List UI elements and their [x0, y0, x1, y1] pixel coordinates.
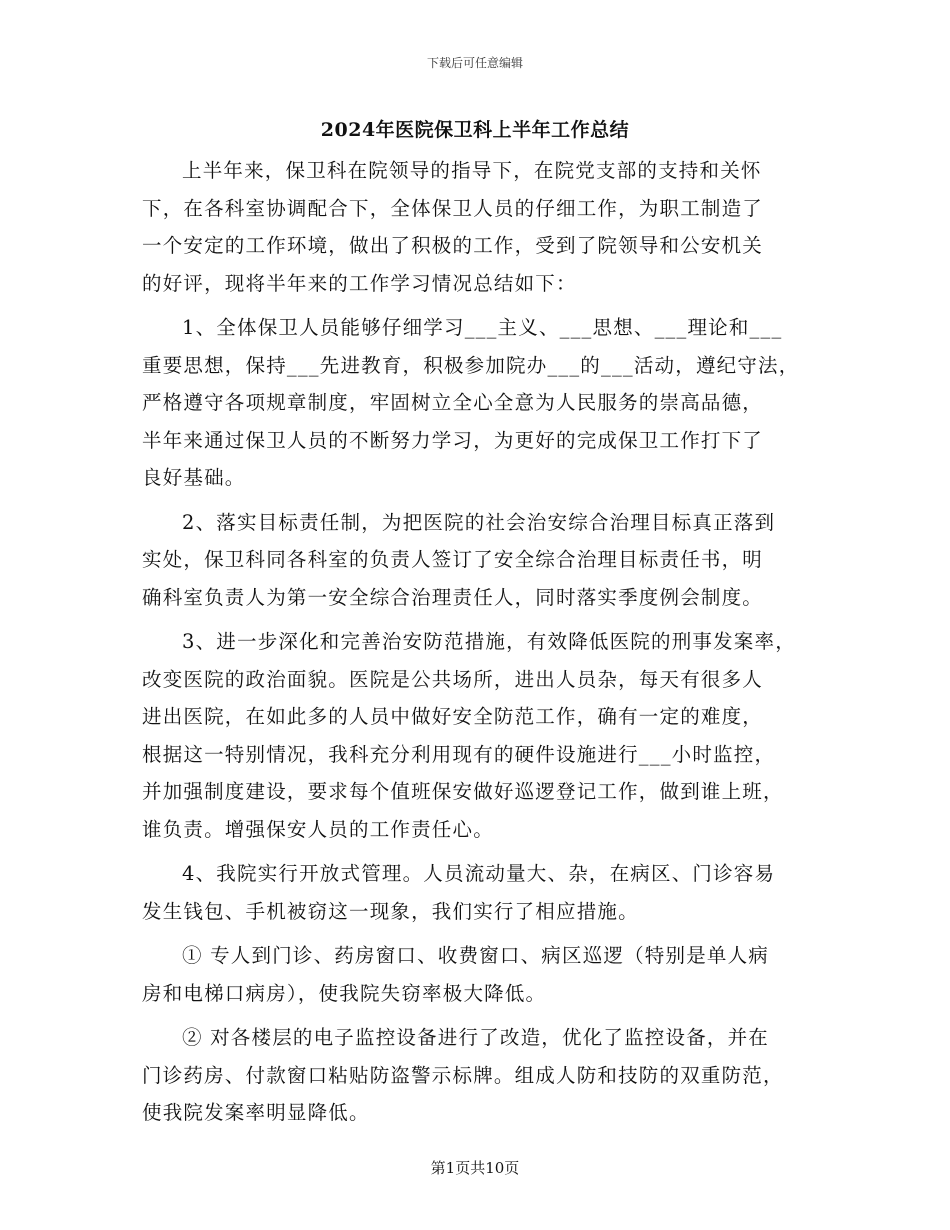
paragraph-line: 发生钱包、手机被窃这一现象，我们实行了相应措施。 — [142, 899, 639, 923]
paragraph-line: 门诊药房、付款窗口粘贴防盗警示标牌。组成人防和技防的双重防范， — [142, 1063, 784, 1087]
paragraph-line: 改变医院的政治面貌。医院是公共场所，进出人员杂，每天有很多人 — [142, 667, 764, 691]
paragraph-line: 实处，保卫科同各科室的负责人签订了安全综合治理目标责任书，明 — [142, 548, 764, 571]
paragraph-measure-2 — [142, 1019, 822, 1132]
paragraph-line: 4、我院实行开放式管理。人员流动量大、杂，在病区、门诊容易 — [182, 862, 776, 885]
paragraph-line: 房和电梯口病房），使我院失窃率极大降低。 — [142, 981, 547, 1005]
paragraph-line: 上半年来，保卫科在院领导的指导下，在院党支部的支持和关怀 — [182, 159, 762, 182]
paragraph-item-1 — [142, 309, 822, 497]
paragraph-line: 使我院发案率明显降低。 — [142, 1101, 370, 1124]
paragraph-line: 半年来通过保卫人员的不断努力学习，为更好的完成保卫工作打下了 — [142, 428, 764, 452]
paragraph-intro — [142, 152, 822, 302]
paragraph-item-4 — [142, 855, 822, 930]
paragraph-line: ① 专人到门诊、药房窗口、收费窗口、病区巡逻（特别是单人病 — [182, 944, 769, 967]
paragraph-line: 谁负责。增强保安人员的工作责任心。 — [142, 817, 494, 841]
download-note: 下载后可任意编辑 — [426, 56, 523, 70]
document-body — [142, 152, 822, 1132]
paragraph-line: 一个安定的工作环境，做出了积极的工作，受到了院领导和公安机关 — [142, 234, 764, 257]
paragraph-line: 严格遵守各项规章制度，牢固树立全心全意为人民服务的崇高品德， — [142, 391, 764, 414]
paragraph-item-2 — [142, 504, 822, 617]
paragraph-line: 并加强制度建设，要求每个值班保安做好巡逻登记工作，做到谁上班， — [142, 780, 784, 803]
paragraph-line: 根据这一特别情况，我科充分利用现有的硬件设施进行___小时监控， — [142, 742, 776, 766]
paragraph-line: ② 对各楼层的电子监控设备进行了改造，优化了监控设备，并在 — [182, 1026, 769, 1049]
page-number: 第1页共10页 — [430, 1159, 520, 1177]
paragraph-line: 下，在各科室协调配合下，全体保卫人员的仔细工作，为职工制造了 — [142, 196, 764, 220]
paragraph-measure-1 — [142, 937, 822, 1012]
paragraph-line: 重要思想，保持___先进教育，积极参加院办___的___活动，遵纪守法， — [142, 353, 800, 377]
paragraph-line: 2、落实目标责任制，为把医院的社会治安综合治理目标真正落到 — [182, 510, 776, 534]
paragraph-line: 3、进一步深化和完善治安防范措施，有效降低医院的刑事发案率， — [182, 630, 796, 653]
paragraph-line: 1、全体保卫人员能够仔细学习___主义、___思想、___理论和___ — [182, 316, 783, 339]
paragraph-line: 进出医院，在如此多的人员中做好安全防范工作，确有一定的难度， — [142, 705, 764, 728]
document-title: 2024年医院保卫科上半年工作总结 — [320, 119, 630, 141]
paragraph-line: 的好评，现将半年来的工作学习情况总结如下： — [142, 271, 577, 295]
paragraph-line: 确科室负责人为第一安全综合治理责任人，同时落实季度例会制度。 — [142, 585, 764, 609]
paragraph-item-3 — [142, 623, 822, 848]
paragraph-line: 良好基础。 — [142, 466, 246, 489]
